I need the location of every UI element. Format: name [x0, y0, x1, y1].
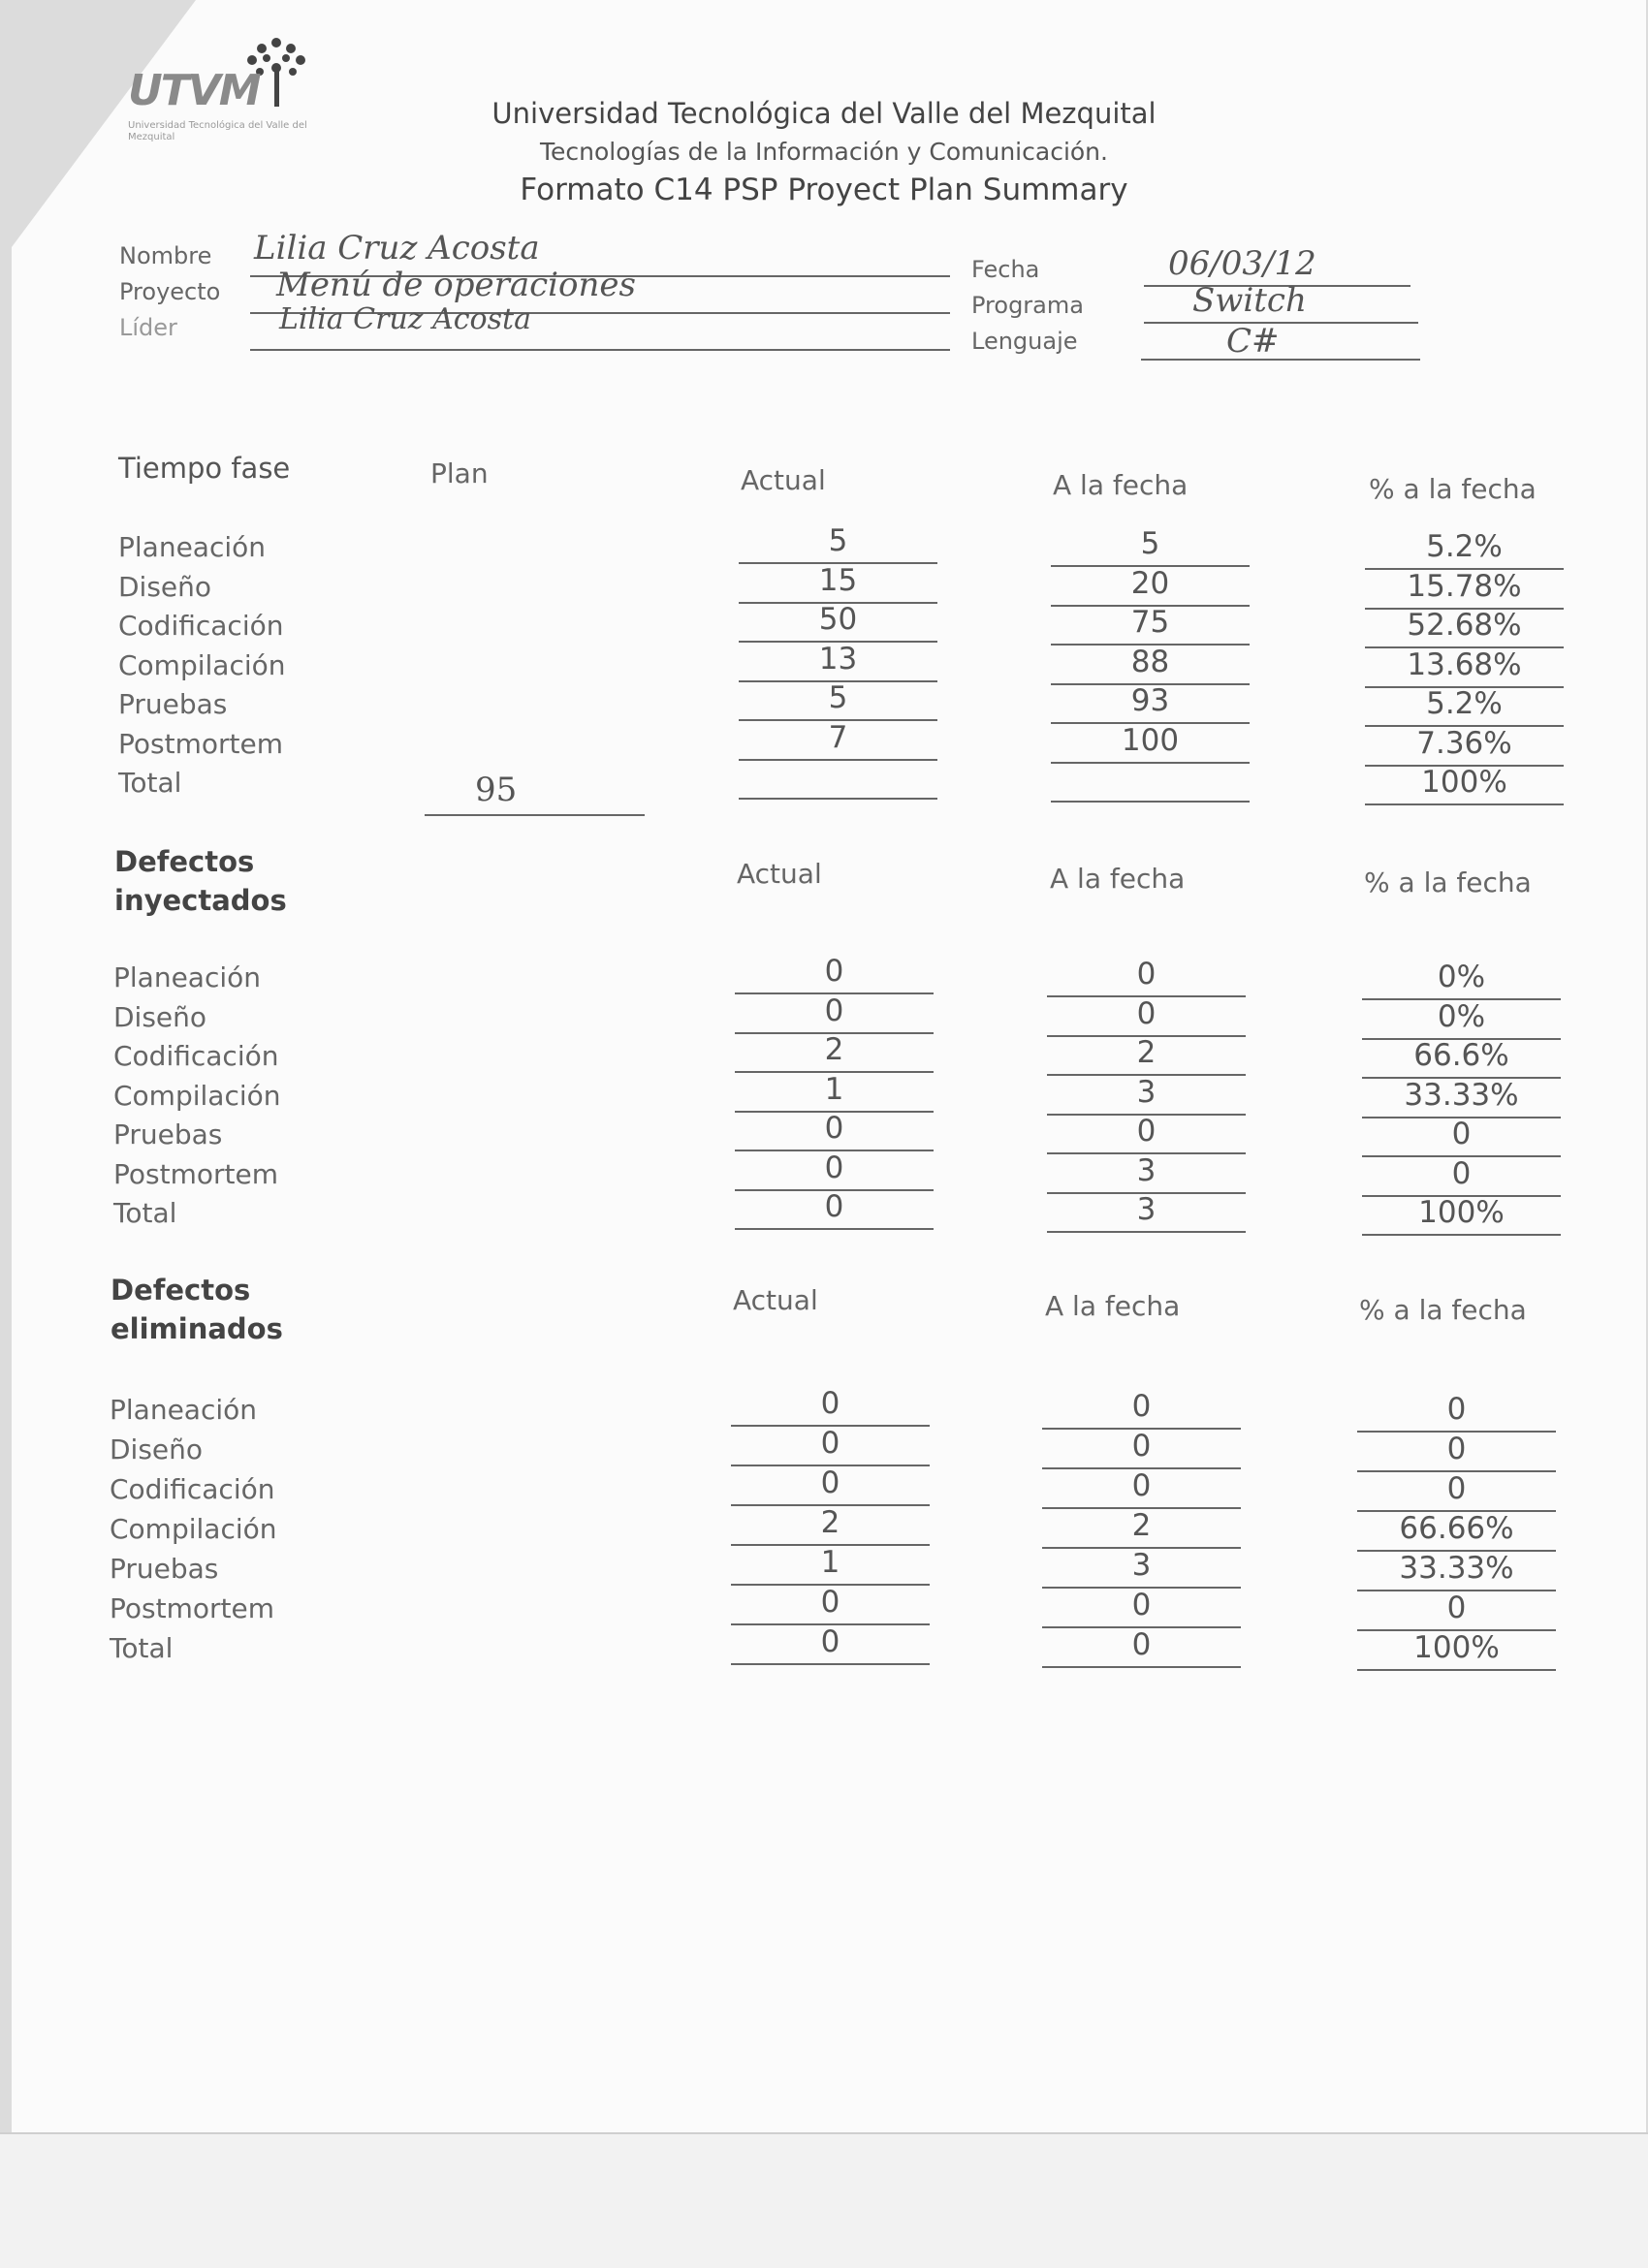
- eliminados-pct-value: 0: [1446, 1471, 1467, 1506]
- tiempo-row-label: Planeación: [118, 531, 267, 563]
- tiempo-a-la-fecha-value: 75: [1130, 605, 1170, 640]
- inyectados-actual-value: 0: [824, 992, 844, 1028]
- inyectados-row-label: Postmortem: [113, 1157, 278, 1190]
- inyectados-a-la-fecha-value: 0: [1136, 995, 1157, 1031]
- plan-total-underline: [425, 814, 645, 816]
- eliminados-row-label: Planeación: [110, 1394, 258, 1426]
- inyectados-row-label: Planeación: [113, 961, 262, 993]
- lider-label: Líder: [119, 314, 177, 341]
- eliminados-pct-value: 33.33%: [1399, 1551, 1514, 1586]
- plan-total-value: 95: [475, 771, 518, 809]
- inyectados-pct-value: 66.6%: [1413, 1038, 1509, 1073]
- eliminados-row-label: Codificación: [110, 1473, 275, 1505]
- eliminados-actual-underline: [731, 1663, 930, 1665]
- inyectados-actual-value: 0: [824, 1111, 844, 1146]
- lenguaje-underline: [1141, 359, 1420, 361]
- tiempo-actual-value: 5: [828, 523, 848, 558]
- tiempo-pct-value: 5.2%: [1426, 686, 1503, 721]
- tiempo-row-label: Compilación: [118, 648, 286, 681]
- format-title: Formato C14 PSP Proyect Plan Summary: [520, 173, 1128, 207]
- tiempo-a-la-fecha-underline: [1051, 801, 1250, 803]
- inyectados-a-la-fecha-value: 3: [1136, 1074, 1157, 1110]
- nombre-value: Lilia Cruz Acosta: [254, 229, 540, 268]
- eliminados-title-1: Defectos: [111, 1274, 251, 1307]
- inyectados-a-la-fecha-underline: [1047, 1231, 1246, 1233]
- programa-underline: [1144, 322, 1418, 324]
- eliminados-actual-header: Actual: [733, 1284, 818, 1316]
- inyectados-actual-header: Actual: [737, 858, 822, 890]
- inyectados-row-label: Compilación: [113, 1079, 281, 1112]
- eliminados-pct-value: 66.66%: [1399, 1511, 1514, 1546]
- eliminados-a-la-fecha-value: 0: [1131, 1627, 1152, 1662]
- tiempo-a-la-fecha-value: 93: [1130, 683, 1170, 718]
- eliminados-fecha-header: A la fecha: [1045, 1290, 1181, 1322]
- tiempo-a-la-fecha-value: 20: [1130, 565, 1170, 601]
- inyectados-actual-value: 0: [824, 1150, 844, 1185]
- tiempo-actual-value: 5: [828, 680, 848, 715]
- tiempo-actual-underline: [739, 798, 937, 800]
- tiempo-fase-title: Tiempo fase: [118, 452, 291, 485]
- tiempo-a-la-fecha-value: 88: [1130, 644, 1170, 679]
- inyectados-pct-underline: [1362, 1234, 1561, 1236]
- tiempo-row-label: Postmortem: [118, 727, 283, 760]
- eliminados-pct-value: 0: [1446, 1392, 1467, 1427]
- tiempo-a-la-fecha-value: 100: [1121, 722, 1180, 758]
- tiempo-pct-value: 52.68%: [1407, 608, 1522, 643]
- tiempo-actual-value: 50: [818, 602, 858, 637]
- eliminados-actual-value: 0: [820, 1386, 840, 1421]
- inyectados-pct-value: 0: [1451, 1155, 1472, 1191]
- eliminados-actual-value: 2: [820, 1505, 840, 1540]
- eliminados-row-label: Total: [110, 1632, 174, 1664]
- inyectados-title-1: Defectos: [114, 845, 255, 878]
- proyecto-value: Menú de operaciones: [276, 266, 636, 304]
- inyectados-pct-value: 100%: [1418, 1195, 1505, 1230]
- eliminados-pct-underline: [1357, 1669, 1556, 1671]
- inyectados-row-label: Codificación: [113, 1040, 279, 1072]
- tiempo-pct-value: 15.78%: [1407, 568, 1522, 604]
- tiempo-pct-value: 7.36%: [1416, 725, 1512, 761]
- inyectados-actual-value: 1: [824, 1071, 844, 1107]
- inyectados-title-2: inyectados: [114, 884, 287, 917]
- eliminados-a-la-fecha-value: 2: [1131, 1508, 1152, 1543]
- tiempo-a-la-fecha-value: 5: [1140, 526, 1160, 561]
- inyectados-actual-value: 0: [824, 954, 844, 989]
- inyectados-pct-value: 0: [1451, 1117, 1472, 1151]
- scanner-bed-strip: [0, 2132, 1648, 2268]
- inyectados-actual-value: 0: [824, 1189, 844, 1224]
- tiempo-actual-value: 15: [818, 562, 858, 598]
- lider-underline: [250, 349, 950, 351]
- lider-value: Lilia Cruz Acosta: [279, 302, 531, 336]
- eliminados-title-2: eliminados: [111, 1312, 283, 1345]
- inyectados-row-label: Diseño: [113, 1000, 207, 1033]
- fecha-label: Fecha: [971, 256, 1040, 283]
- inyectados-row-label: Total: [113, 1197, 177, 1229]
- inyectados-a-la-fecha-value: 0: [1136, 1114, 1157, 1149]
- eliminados-a-la-fecha-value: 0: [1131, 1389, 1152, 1424]
- fecha-value: 06/03/12: [1168, 244, 1316, 283]
- utvm-logo-text: UTVM: [128, 66, 260, 115]
- eliminados-pct-value: 0: [1446, 1591, 1467, 1625]
- inyectados-a-la-fecha-value: 0: [1136, 957, 1157, 992]
- eliminados-actual-value: 0: [820, 1585, 840, 1620]
- proyecto-label: Proyecto: [119, 278, 221, 305]
- programa-value: Switch: [1192, 281, 1307, 320]
- tiempo-pct-underline: [1365, 803, 1564, 805]
- university-title: Universidad Tecnológica del Valle del Mezquital: [491, 97, 1157, 130]
- pct-header: % a la fecha: [1369, 473, 1537, 505]
- eliminados-row-label: Postmortem: [110, 1592, 274, 1624]
- eliminados-row-label: Diseño: [110, 1433, 204, 1465]
- tiempo-actual-underline: [739, 759, 937, 761]
- lenguaje-value: C#: [1226, 322, 1280, 361]
- eliminados-pct-header: % a la fecha: [1359, 1294, 1527, 1326]
- plan-header: Plan: [430, 457, 489, 489]
- tiempo-pct-value: 100%: [1421, 765, 1507, 800]
- programa-label: Programa: [971, 292, 1084, 319]
- tiempo-row-label: Pruebas: [118, 688, 228, 720]
- tiempo-a-la-fecha-underline: [1051, 762, 1250, 764]
- tiempo-actual-value: 13: [818, 641, 858, 677]
- eliminados-actual-value: 0: [820, 1426, 840, 1461]
- inyectados-actual-value: 2: [824, 1032, 844, 1067]
- eliminados-row-label: Pruebas: [110, 1553, 219, 1585]
- logo-subtitle: Universidad Tecnológica del Valle del Mezquital: [128, 120, 307, 142]
- tiempo-actual-value: 7: [828, 719, 848, 755]
- eliminados-actual-value: 1: [820, 1545, 840, 1580]
- tiempo-pct-value: 13.68%: [1407, 646, 1522, 682]
- department-title: Tecnologías de la Información y Comunicación.: [540, 138, 1108, 166]
- tiempo-pct-value: 5.2%: [1426, 529, 1503, 564]
- eliminados-a-la-fecha-value: 0: [1131, 1429, 1152, 1464]
- actual-header: Actual: [741, 464, 826, 496]
- tiempo-row-label: Codificación: [118, 610, 284, 642]
- inyectados-pct-value: 33.33%: [1404, 1077, 1519, 1113]
- inyectados-actual-underline: [735, 1228, 934, 1230]
- eliminados-a-la-fecha-value: 3: [1131, 1548, 1152, 1583]
- eliminados-a-la-fecha-value: 0: [1131, 1468, 1152, 1503]
- inyectados-pct-value: 0%: [1437, 998, 1486, 1034]
- tiempo-row-label: Total: [118, 767, 182, 799]
- eliminados-a-la-fecha-underline: [1042, 1666, 1241, 1668]
- eliminados-actual-value: 0: [820, 1465, 840, 1500]
- eliminados-pct-value: 0: [1446, 1432, 1467, 1466]
- eliminados-a-la-fecha-value: 0: [1131, 1588, 1152, 1622]
- inyectados-pct-header: % a la fecha: [1364, 866, 1532, 898]
- lenguaje-label: Lenguaje: [971, 328, 1078, 355]
- inyectados-row-label: Pruebas: [113, 1118, 223, 1150]
- inyectados-a-la-fecha-value: 3: [1136, 1152, 1157, 1188]
- eliminados-row-label: Compilación: [110, 1513, 277, 1545]
- inyectados-a-la-fecha-value: 3: [1136, 1192, 1157, 1227]
- eliminados-actual-value: 0: [820, 1624, 840, 1659]
- a-la-fecha-header: A la fecha: [1053, 469, 1188, 501]
- eliminados-pct-value: 100%: [1413, 1630, 1500, 1665]
- inyectados-a-la-fecha-value: 2: [1136, 1035, 1157, 1070]
- inyectados-pct-value: 0%: [1437, 960, 1486, 994]
- inyectados-fecha-header: A la fecha: [1050, 863, 1186, 895]
- nombre-label: Nombre: [119, 242, 212, 269]
- tiempo-row-label: Diseño: [118, 570, 212, 603]
